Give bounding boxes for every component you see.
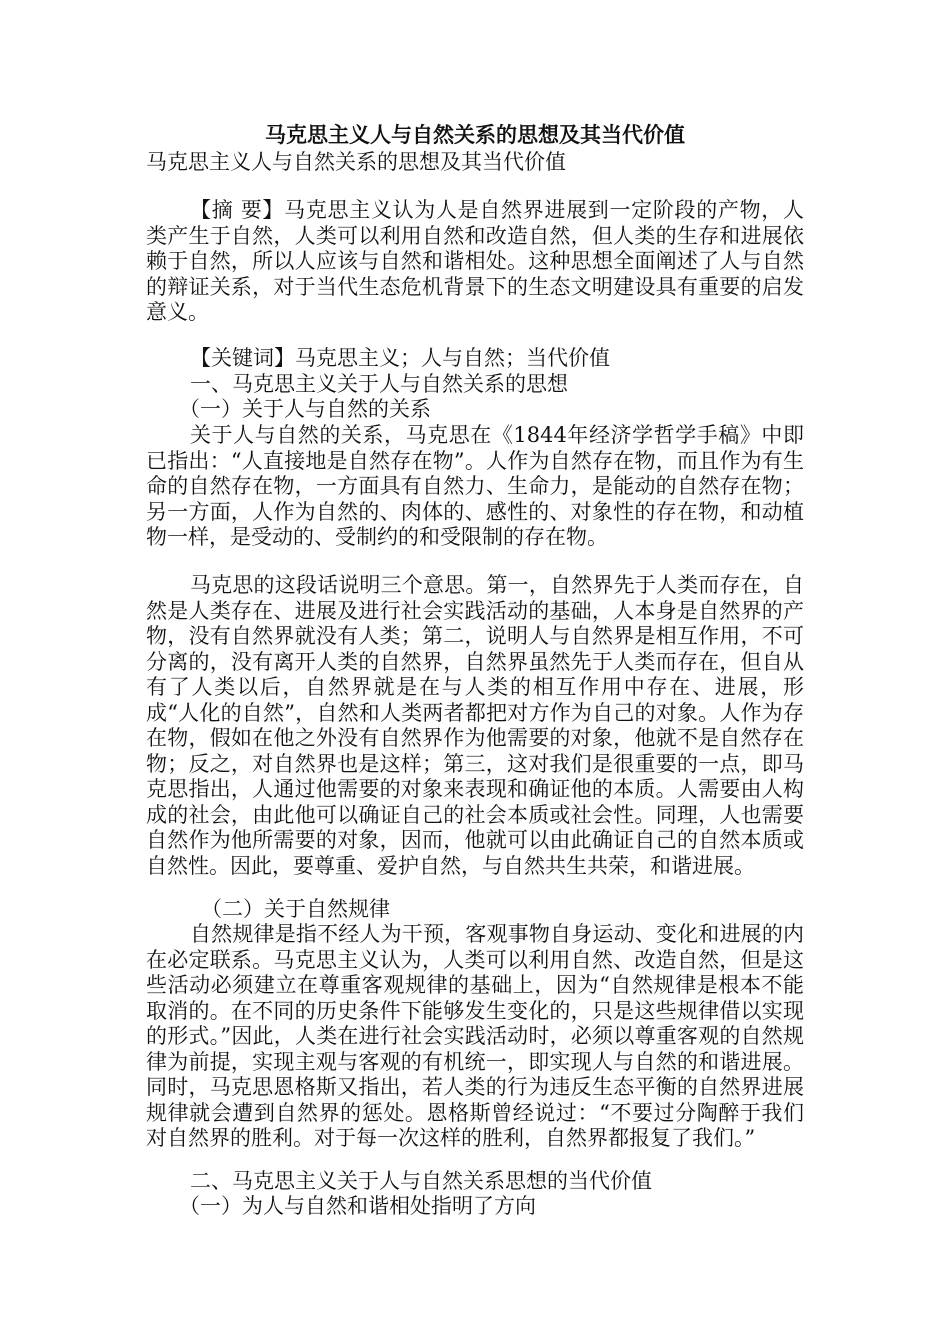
body-paragraph-3: 自然规律是指不经人为干预，客观事物自身运动、变化和进展的内在必定联系。马克思主义认为，人类可以利用自然、改造自然，但是这些活动必须建立在尊重客观规律的基础上，因为“自然规律是根本不能取消的。在不同的历史条件下能够发生变化的，只是这些规律借以实现的形式。”因此，人类在进行社会实践活动时，必须以尊重客观的自然规律为前提，实现主观与客观的有机统一，即实现人与自然的和谐进展。同时，马克思恩格斯又指出，若人类的行为违反生态平衡的自然界进展规律就会遭到自然界的惩处。恩格斯曾经说过：“不要过分陶醉于我们对自然界的胜利。对于每一次这样的胜利，自然界都报复了我们。”: [146, 922, 804, 1150]
document-title: 马克思主义人与自然关系的思想及其当代价值: [265, 122, 685, 147]
body-paragraph-2: 马克思的这段话说明三个意思。第一，自然界先于人类而存在，自然是人类存在、进展及进行社会实践活动的基础，人本身是自然界的产物，没有自然界就没有人类；第二，说明人与自然界是相互作用，不可分离的，没有离开人类的自然界，自然界虽然先于人类而存在，但自从有了人类以后，自然界就是在与人类的相互作用中存在、进展，形成“人化的自然”，自然和人类两者都把对方作为自己的对象。人作为存在物，假如在他之外没有自然界作为他需要的对象，他就不是自然存在物；反之，对自然界也是这样；第三，这对我们是很重要的一点，即马克思指出，人通过他需要的对象来表现和确证他的本质。人需要由人构成的社会，由此他可以确证自己的社会本质或社会性。同理，人也需要自然作为他所需要的对象，因而，他就可以由此确证自己的自然本质或自然性。因此，要尊重、爱护自然，与自然共生共荣，和谐进展。: [146, 573, 804, 878]
keywords-line: 【关键词】马克思主义；人与自然；当代价值: [190, 346, 610, 370]
section-heading-1: 一、马克思主义关于人与自然关系的思想: [190, 372, 568, 396]
document-subtitle: 马克思主义人与自然关系的思想及其当代价值: [146, 150, 566, 174]
subsection-heading-2: （二）关于自然规律: [201, 897, 390, 921]
body-paragraph-1: 关于人与自然的关系，马克思在《1844年经济学哲学手稿》中即已指出：“人直接地是自然存在物”。人作为自然存在物，而且作为有生命的自然存在物，一方面具有自然力、生命力，是能动的自然存在物；另一方面，人作为自然的、肉体的、感性的、对象性的存在物，和动植物一样，是受动的、受制约的和受限制的存在物。: [146, 423, 804, 549]
subsection-heading-1: （一）关于人与自然的关系: [179, 397, 431, 421]
section-heading-2: 二、马克思主义关于人与自然关系思想的当代价值: [190, 1169, 652, 1193]
abstract-paragraph: 【摘 要】马克思主义认为人是自然界进展到一定阶段的产物，人类产生于自然，人类可以利用自然和改造自然，但人类的生存和进展依赖于自然，所以人应该与自然和谐相处。这种思想全面阐述了人与自然的辩证关系，对于当代生态危机背景下的生态文明建设具有重要的启发意义。: [146, 198, 804, 324]
subsection-heading-3: （一）为人与自然和谐相处指明了方向: [179, 1194, 536, 1218]
